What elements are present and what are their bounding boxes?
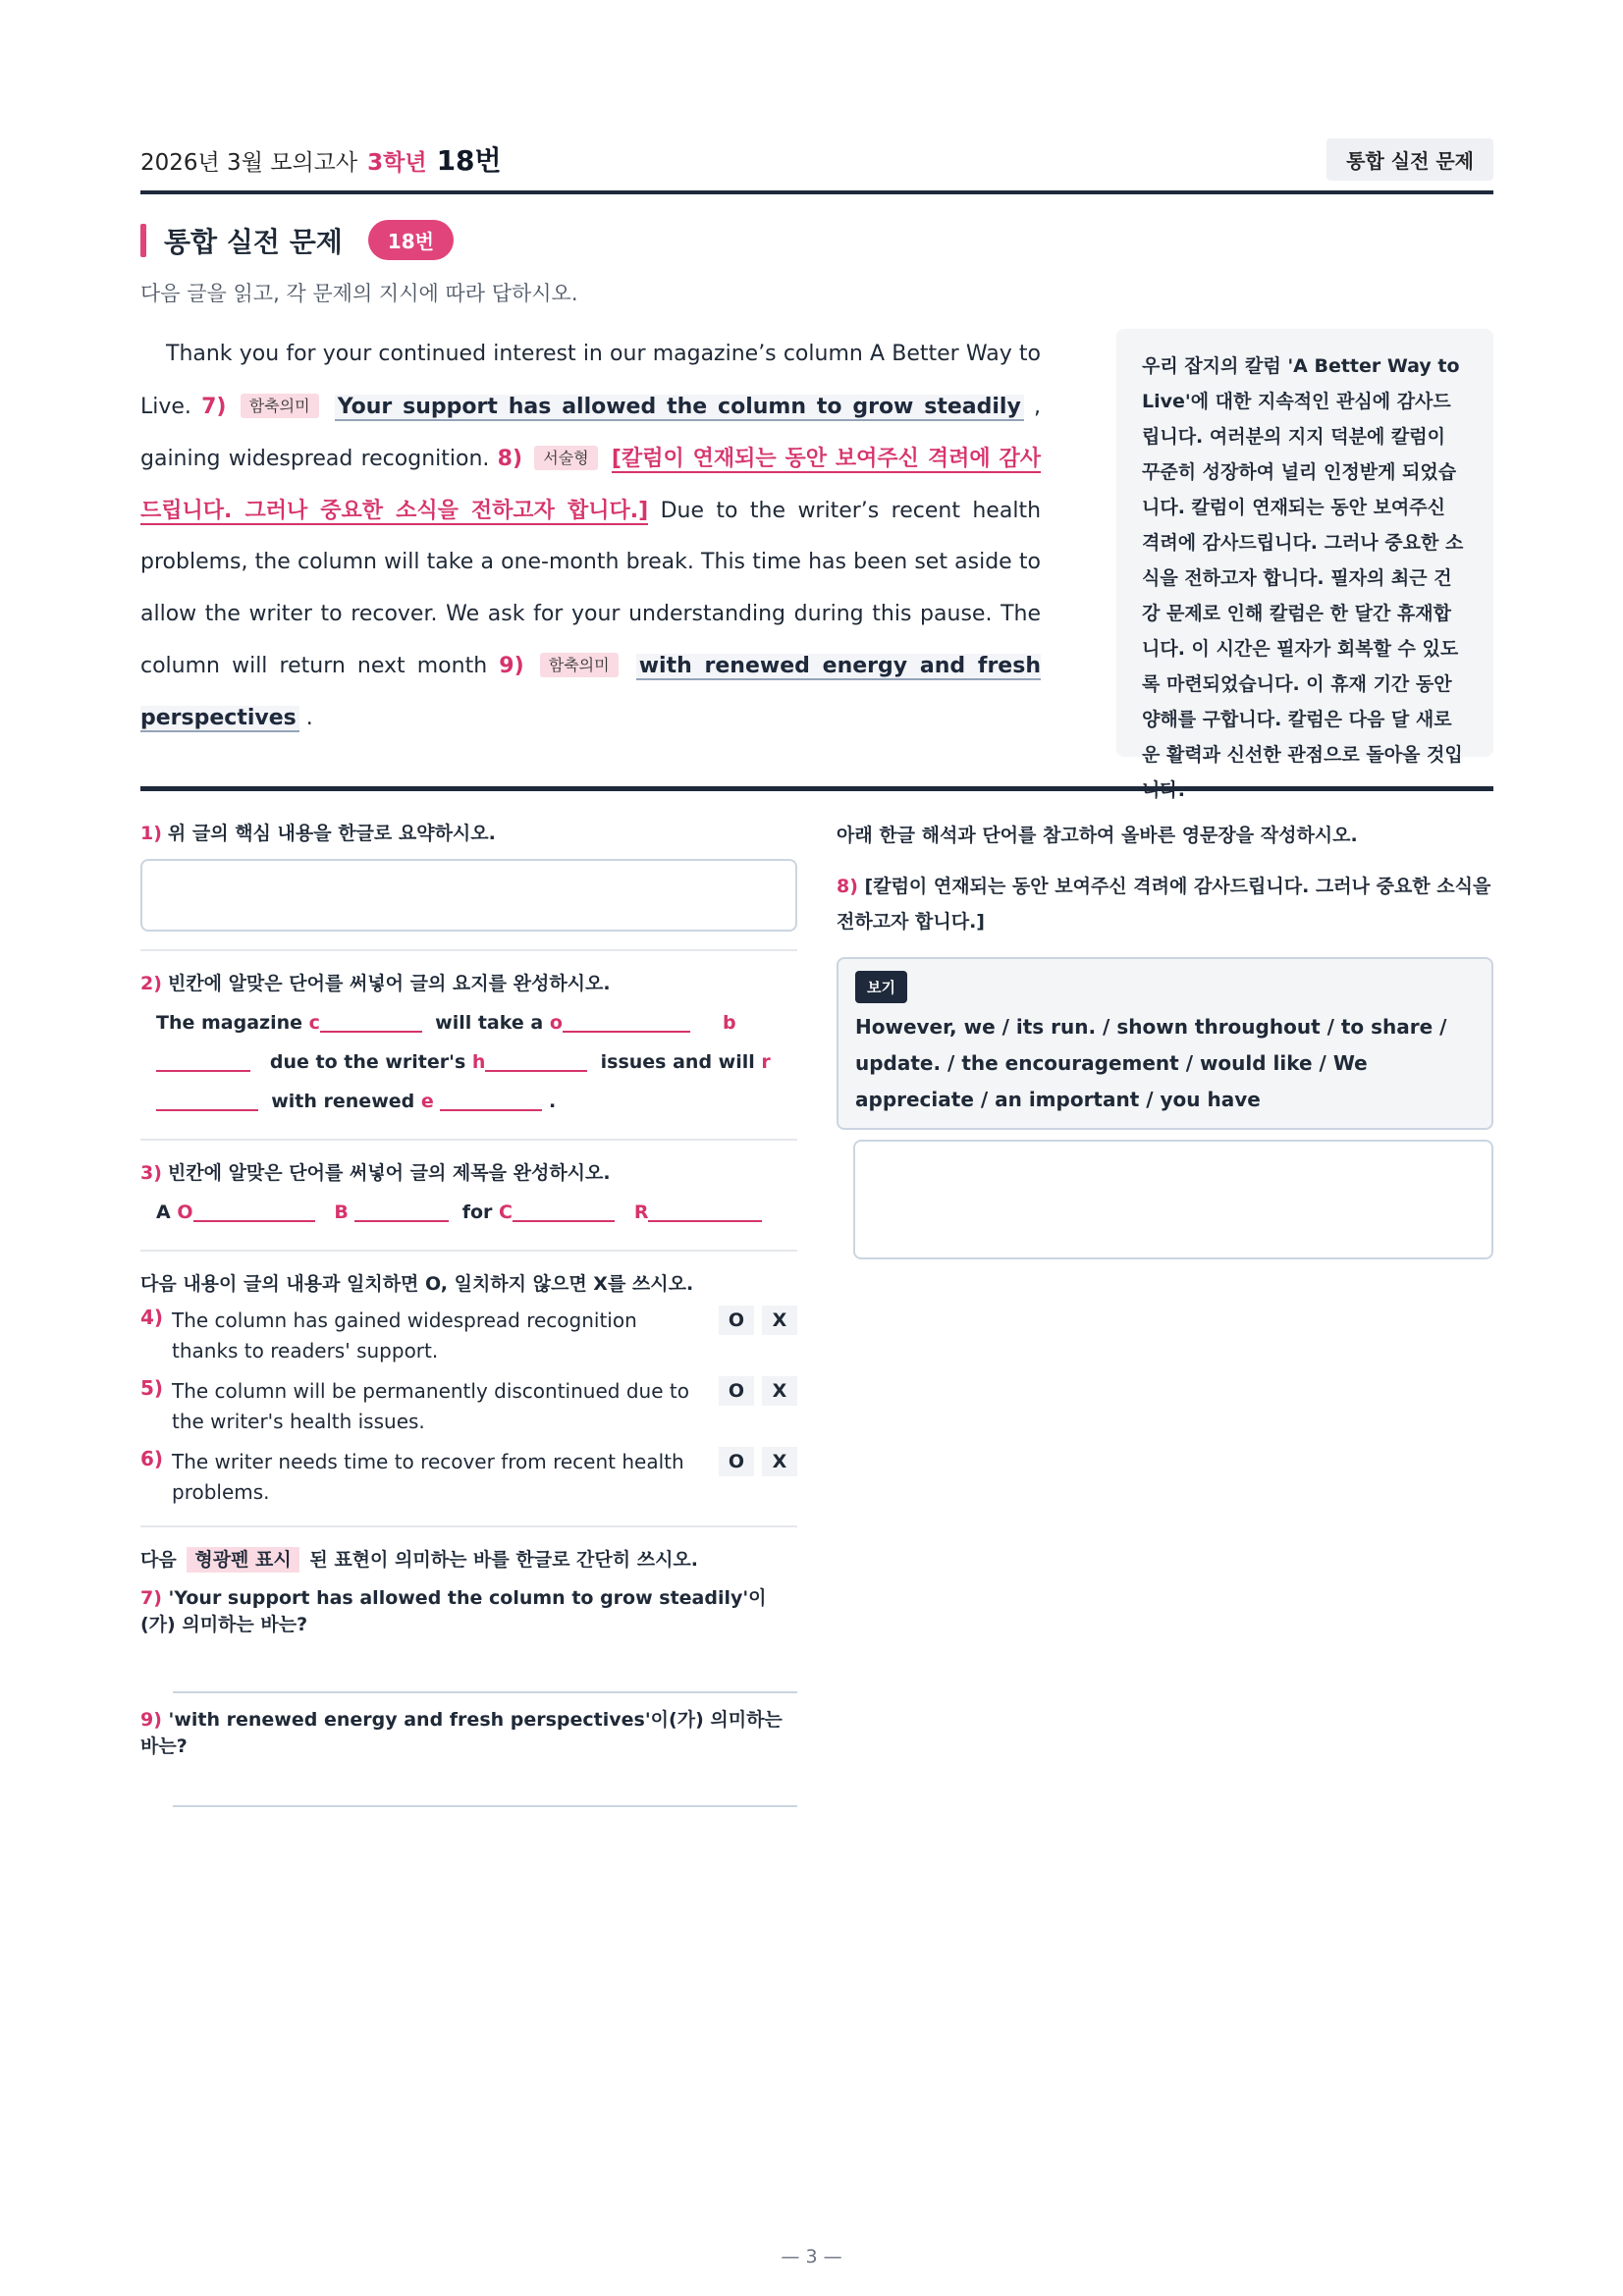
q9-text: 'with renewed energy and fresh perspectives'이(가) 의미하는 바는? <box>140 1709 783 1757</box>
passage-q8-underline: [칼럼이 연재되는 동안 보여주신 격려에 감사드립니다. 그러나 중요한 소식을 전하고자 합니다.] <box>140 447 1042 523</box>
q7-number: 7) <box>140 1587 162 1609</box>
q3-blank-4[interactable] <box>648 1197 762 1222</box>
q2-initial-e: e <box>420 1091 434 1112</box>
ox-instruction: 다음 내용이 글의 내용과 일치하면 O, 일치하지 않으면 X를 쓰시오. <box>140 1273 694 1295</box>
q8-number: 8) <box>837 876 858 897</box>
instruction: 다음 글을 읽고, 각 문제의 지시에 따라 답하시오. <box>140 282 578 305</box>
q2-phrase-3: due to the writer's <box>269 1051 466 1073</box>
ox-item <box>140 1447 797 1508</box>
o-button[interactable]: O <box>719 1376 754 1406</box>
top-header <box>140 137 1493 181</box>
header-rule <box>140 190 1493 194</box>
section-badge: 18번 <box>368 220 454 260</box>
bogi-label: 보기 <box>855 971 907 1003</box>
q3-word-for: for <box>461 1201 493 1223</box>
ox-item-text: The column has gained widespread recognition thanks to readers' support. <box>172 1308 637 1362</box>
passage-q9-number: 9) <box>499 654 524 678</box>
ox-buttons <box>719 1447 797 1476</box>
q3-initial-b: B <box>334 1201 349 1223</box>
o-button[interactable]: O <box>719 1447 754 1476</box>
q2-text: 빈칸에 알맞은 단어를 써넣어 글의 요지를 완성하시오. <box>167 973 611 994</box>
q3-blank-1[interactable] <box>193 1197 315 1222</box>
q3-word-a: A <box>156 1201 171 1223</box>
ox-item-text: The writer needs time to recover from recent health problems. <box>172 1450 684 1504</box>
q9-answer-line[interactable] <box>173 1805 797 1807</box>
q2-blank-6[interactable] <box>440 1086 542 1111</box>
q2-heading <box>140 969 797 995</box>
highlight-instruction <box>140 1545 797 1572</box>
exam-title <box>140 139 502 179</box>
q7-question <box>140 1585 797 1638</box>
section-rule <box>140 786 1493 791</box>
passage-q7-tag: 함축의미 <box>241 394 319 418</box>
exam-name: 2026년 3월 모의고사 <box>140 150 358 176</box>
ox-buttons <box>719 1306 797 1335</box>
ox-item-text: The column will be permanently discontinued due to the writer's health issues. <box>172 1379 689 1433</box>
right-column <box>837 819 1493 1807</box>
x-button[interactable]: X <box>762 1306 797 1335</box>
ox-item-number: 5) <box>140 1376 164 1400</box>
section-title-text: 통합 실전 문제 <box>164 225 343 258</box>
q8-instruction: 아래 한글 해석과 단어를 참고하여 올바른 영문장을 작성하시오. <box>837 825 1358 846</box>
divider <box>140 949 797 951</box>
q2-phrase-4: issues and will <box>600 1051 755 1073</box>
ox-item <box>140 1306 797 1366</box>
q2-phrase-2: will take a <box>435 1012 544 1034</box>
q2-blank-5[interactable] <box>156 1086 258 1111</box>
highlight-instruction-post: 된 표현이 의미하는 바를 한글로 간단히 쓰시오. <box>309 1549 698 1571</box>
header-tag: 통합 실전 문제 <box>1326 138 1493 181</box>
q3-initial-c: C <box>499 1201 513 1223</box>
divider <box>140 1139 797 1141</box>
passage-q9-tag: 함축의미 <box>540 653 619 677</box>
worksheet-page <box>140 137 1493 1807</box>
q1-heading <box>140 819 797 845</box>
q1-number: 1) <box>140 823 162 844</box>
q3-initial-r: R <box>633 1201 649 1223</box>
q3-initial-o: O <box>177 1201 193 1223</box>
x-button[interactable]: X <box>762 1447 797 1476</box>
exam-grade: 3학년 <box>367 150 427 176</box>
q2-blank-1[interactable] <box>320 1007 422 1033</box>
q2-initial-r: r <box>761 1051 771 1073</box>
passage-intro: Thank you for your continued interest in our magazine’s column A Better Way to Live. <box>140 342 1041 419</box>
q2-phrase-1: The magazine <box>156 1012 303 1034</box>
q7-text: 'Your support has allowed the column to grow steadily'이(가) 의미하는 바는? <box>140 1587 767 1635</box>
q8-answer-box[interactable] <box>853 1140 1493 1259</box>
passage-q7-number: 7) <box>201 394 227 419</box>
divider <box>140 1250 797 1252</box>
q1-answer-box[interactable] <box>140 859 797 932</box>
passage-q8-number: 8) <box>497 447 523 471</box>
q2-initial-h: h <box>471 1051 486 1073</box>
page-number: — 3 — <box>781 2246 842 2268</box>
q7-answer-line[interactable] <box>173 1691 797 1693</box>
passage-q9-highlight: with renewed energy and fresh perspectives <box>140 654 1041 730</box>
o-button[interactable]: O <box>719 1306 754 1335</box>
passage-after-q7: , gaining widespread recognition. <box>140 394 1041 471</box>
q3-blank-3[interactable] <box>513 1197 615 1222</box>
passage-q8-tag: 서술형 <box>534 446 597 470</box>
q2-phrase-5: with renewed <box>271 1091 415 1112</box>
q8-question <box>837 869 1493 939</box>
q1-text: 위 글의 핵심 내용을 한글로 요약하시오. <box>167 823 496 844</box>
q3-text: 빈칸에 알맞은 단어를 써넣어 글의 제목을 완성하시오. <box>167 1162 611 1184</box>
highlight-instruction-pre: 다음 <box>140 1549 177 1571</box>
passage-end: . <box>305 705 313 730</box>
q3-blank-2[interactable] <box>354 1197 449 1222</box>
q2-blank-2[interactable] <box>563 1007 690 1033</box>
q3-number: 3) <box>140 1162 162 1184</box>
bogi-box <box>837 957 1493 1130</box>
q2-fill-sentence <box>140 1003 797 1121</box>
q2-period: . <box>549 1091 557 1112</box>
passage-q7-highlight: Your support has allowed the column to grow steadily <box>335 395 1024 421</box>
question-number: 18번 <box>436 144 502 177</box>
passage-after-q8: Due to the writer’s recent health problems, the column will take a one-month break. This time has been set aside to allow the writer to recover. We ask for your understanding during this pause. The column will return next month <box>140 498 1042 678</box>
q3-fill-title <box>140 1193 797 1232</box>
ox-item <box>140 1376 797 1437</box>
q2-initial-b: b <box>722 1012 736 1034</box>
section-title <box>140 220 1493 260</box>
q9-number: 9) <box>140 1709 162 1731</box>
left-column <box>140 819 797 1807</box>
q2-number: 2) <box>140 973 162 994</box>
passage <box>140 329 1041 757</box>
ox-buttons <box>719 1376 797 1406</box>
passage-area <box>140 329 1493 801</box>
questions-area <box>140 819 1493 1807</box>
q3-heading <box>140 1158 797 1185</box>
q2-blank-3[interactable] <box>156 1046 250 1072</box>
q2-initial-c: c <box>308 1012 320 1034</box>
q2-blank-4[interactable] <box>485 1046 587 1072</box>
translation-box: 우리 잡지의 칼럼 'A Better Way to Live'에 대한 지속적인 관심에 감사드립니다. 여러분의 지지 덕분에 칼럼이 꾸준히 성장하여 널리 인정받게 되었습니다. 칼럼이 연재되는 동안 보여주신 격려에 감사드립니다. 그러나 중요한 소식을 전하고자 합니다. 필자의 최근 건강 문제로 인해 칼럼은 한 달간 휴재합니다. 이 시간은 필자가 회복할 수 있도록 마련되었습니다. 이 휴재 기간 동안 양해를 구합니다. 칼럼은 다음 달 새로운 활력과 신선한 관점으로 돌아올 것입니다. <box>1116 329 1493 757</box>
x-button[interactable]: X <box>762 1376 797 1406</box>
bogi-words: However, we / its run. / shown throughout / to share / update. / the encouragement / would like / We appreciate / an important / you have <box>855 1015 1447 1111</box>
ox-item-number: 6) <box>140 1447 164 1470</box>
q2-initial-o: o <box>549 1012 563 1034</box>
ox-item-number: 4) <box>140 1306 164 1329</box>
q8-text: [칼럼이 연재되는 동안 보여주신 격려에 감사드립니다. 그러나 중요한 소식을 전하고자 합니다.] <box>837 876 1491 933</box>
highlight-tag: 형광펜 표시 <box>187 1547 298 1573</box>
q9-question <box>140 1707 797 1760</box>
section-accent-bar <box>140 224 146 257</box>
divider <box>140 1525 797 1527</box>
